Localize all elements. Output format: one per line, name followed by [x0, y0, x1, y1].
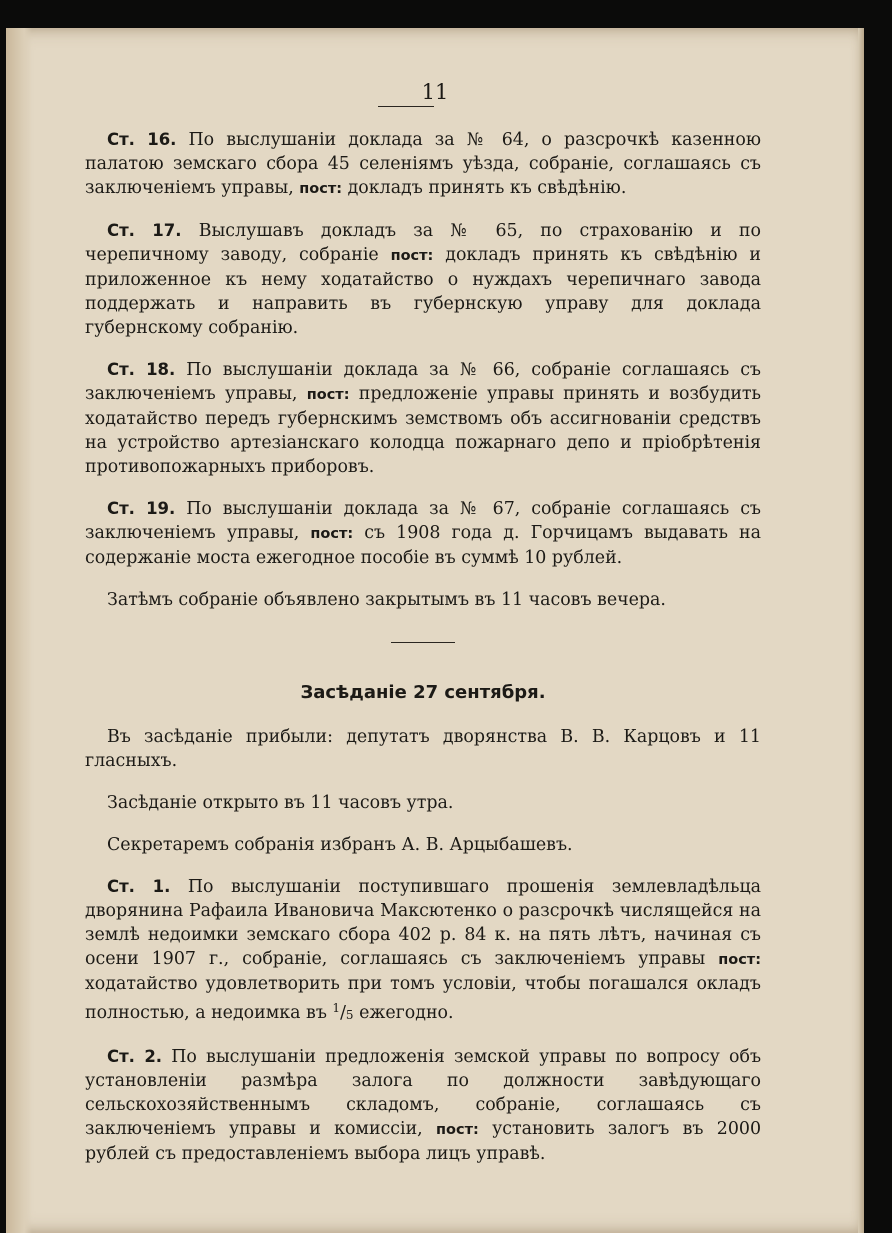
article-text: съ 1908 года д. Горчицамъ выдавать на содержанiе моста ежегодное пособiе въ суммѣ 10 рублей. [85, 523, 762, 568]
book-page [6, 28, 864, 1233]
page-number-rule [378, 106, 434, 107]
article-number: Ст. 1. [107, 877, 171, 896]
article-number: Ст. 17. [107, 221, 182, 240]
article-text: По выслушанiи доклада за № 64, о разсрочкѣ казенною палатою земскаго сбора 45 селенiямъ уѣзда, собранiе, соглашаясь съ заключенiемъ управы, [85, 130, 761, 198]
attendance-line: Въ засѣданiе прибыли: депутатъ дворянства В. В. Карцовъ и 11 гласныхъ. [85, 727, 761, 771]
article-text: По выслушанiи доклада за № 66, собранiе соглашаясь съ заключенiемъ управы, [85, 360, 761, 404]
fraction: $^1$/5 [332, 1001, 354, 1023]
article-text: установить залогъ въ 2000 рублей съ предоставленiемъ выбора лицъ управѣ. [85, 1119, 762, 1164]
resolution-marker: пост: [436, 1122, 479, 1138]
page-text [85, 128, 761, 1184]
article-text: По выслушанiи поступившаго прошенiя землевладѣльца дворянина Рафаила Ивановича Максютенко о разсрочкѣ числящейся на землѣ недоимки земскаго сбора 402 р. 84 к. на пять лѣтъ, начиная съ осени 1907 г., собранiе, соглашаясь съ заключенiемъ управы [85, 877, 761, 969]
article-text: докладъ принять къ свѣдѣнiю. [347, 178, 627, 198]
page-number: 11 [421, 80, 449, 104]
article-19 [85, 497, 761, 570]
article-text: ходатайство удовлетворить при томъ условiи, чтобы погашался окладъ полностью, а недоимка въ [85, 974, 761, 1023]
secretary-line: Секретаремъ собранiя избранъ А. В. Арцыбашевъ. [107, 835, 573, 855]
page-spine-shadow [6, 28, 32, 1233]
article-1 [85, 875, 761, 1027]
section-divider [391, 642, 455, 643]
article-number: Ст. 19. [107, 499, 176, 518]
article-number: Ст. 16. [107, 130, 177, 149]
resolution-marker: пост: [390, 248, 434, 264]
article-number: Ст. 2. [107, 1047, 163, 1066]
section-title: Засѣданiе 27 сентября. [300, 682, 546, 703]
article-text: По выслушанiи доклада за № 67, собранiе соглашаясь съ заключенiемъ управы, [85, 499, 761, 543]
article-16 [85, 128, 761, 201]
article-2 [85, 1045, 761, 1166]
article-text: предложенiе управы принять и возбудить ходатайство передъ губернскимъ земствомъ объ ассигнованiи средствъ на устройство артезiанскаго колодца пожарнаго депо и прiобрѣтенiя противопожарныхъ приборовъ. [85, 384, 762, 477]
resolution-marker: пост: [299, 181, 343, 197]
fraction-denominator: 5 [345, 1008, 354, 1022]
opening-time-line: Засѣданiе открыто въ 11 часовъ утра. [107, 793, 454, 813]
article-18 [85, 358, 761, 479]
article-text: докладъ принять къ свѣдѣнiю и приложенное къ нему ходатайство о нуждахъ черепичнаго завода поддержать и направить въ губернскую управу для доклада губернскому собранiю. [85, 245, 762, 338]
closing-line: Затѣмъ собранiе объявлено закрытымъ въ 11 часовъ вечера. [107, 590, 666, 610]
article-text: ежегодно. [359, 1003, 454, 1023]
resolution-marker: пост: [306, 387, 350, 403]
resolution-marker: пост: [718, 952, 762, 968]
resolution-marker: пост: [310, 526, 354, 542]
fraction-numerator: 1 [332, 1001, 341, 1015]
article-text: По выслушанiи предложенiя земской управы по вопросу объ установленiи размѣра залога по должности завѣдующаго сельскохозяйственнымъ складомъ, собранiе, соглашаясь съ заключенiемъ управы и комиссiи, [85, 1047, 762, 1139]
article-number: Ст. 18. [107, 360, 176, 379]
article-text: Выслушавъ докладъ за № 65, по страхованiю и по черепичному заводу, собранiе [85, 221, 761, 265]
page-edge [858, 28, 864, 1233]
article-17 [85, 219, 761, 340]
